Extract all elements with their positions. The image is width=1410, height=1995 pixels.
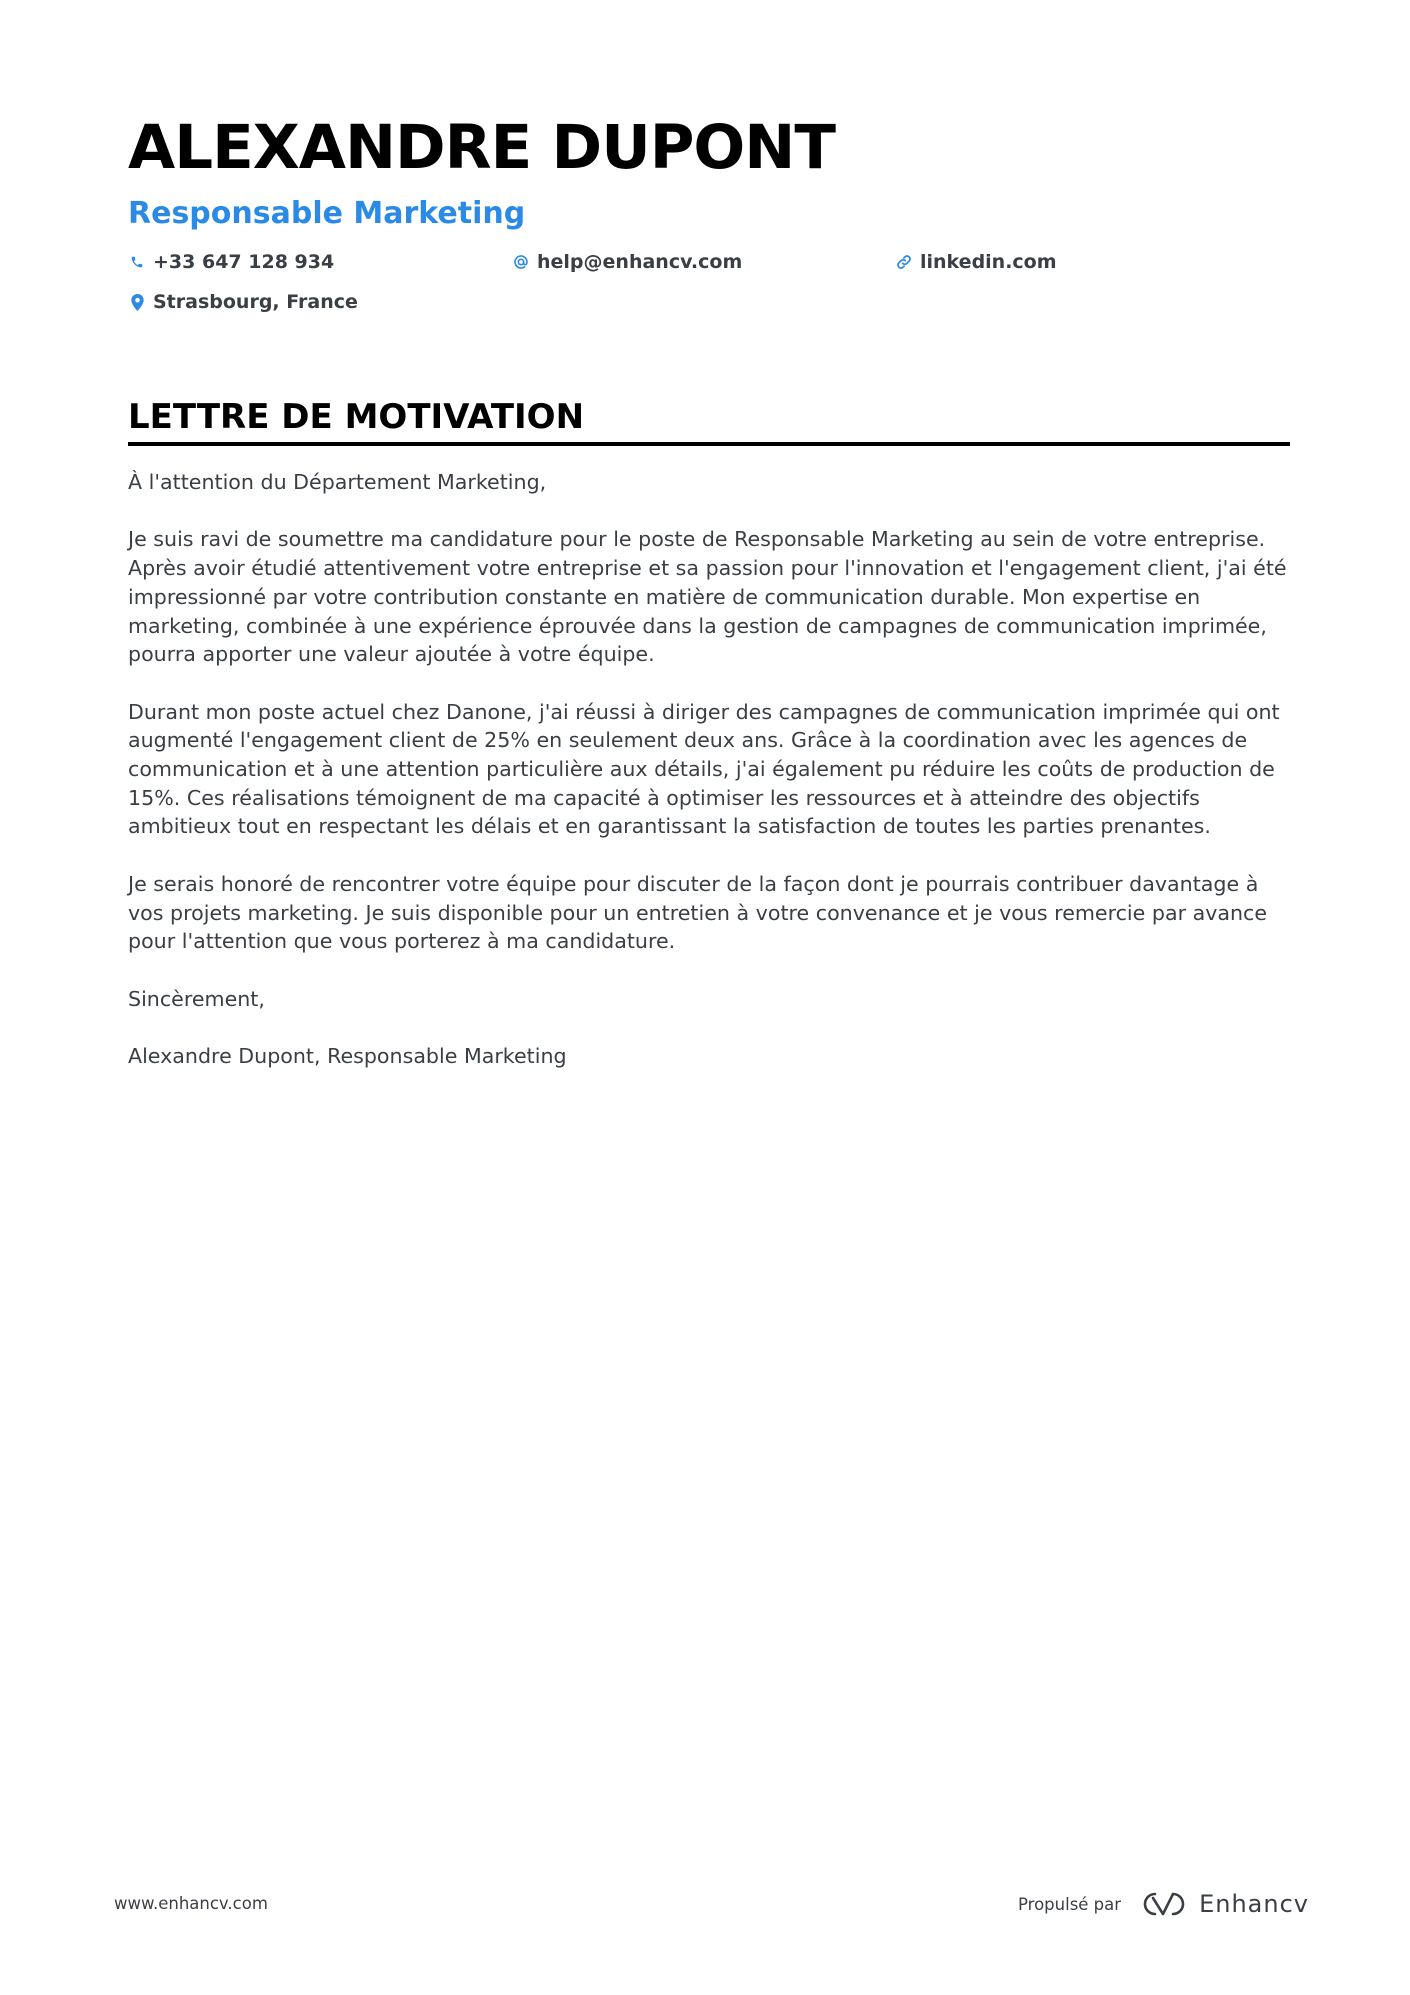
letter-paragraph-3: Je serais honoré de rencontrer votre équipe pour discuter de la façon dont je pourrais contribuer davantage à vos projets marketing. Je suis disponible pour un entretien à votre convenance et je vous remercie par avance pour l'attention que vous porterez à ma candidature.: [128, 871, 1268, 954]
section-title: LETTRE DE MOTIVATION: [128, 396, 1290, 446]
letter-closing: Sincèrement,: [128, 986, 265, 1011]
link-icon: [895, 253, 913, 271]
candidate-name: ALEXANDRE DUPONT: [128, 112, 835, 183]
at-icon: [512, 253, 530, 271]
contact-location: [128, 288, 358, 316]
footer-website[interactable]: www.enhancv.com: [114, 1894, 268, 1913]
letter-body: [128, 468, 1288, 1099]
header: [128, 108, 1288, 328]
brand-name: Enhancv: [1199, 1890, 1309, 1918]
powered-by-label: Propulsé par: [1018, 1894, 1122, 1914]
contact-list: [128, 248, 1288, 328]
contact-email-text: help@enhancv.com: [537, 251, 743, 273]
contact-linkedin[interactable]: [895, 248, 1057, 276]
enhancv-logo-icon: [1141, 1890, 1187, 1918]
contact-linkedin-text: linkedin.com: [920, 251, 1057, 273]
letter-signature: Alexandre Dupont, Responsable Marketing: [128, 1043, 567, 1068]
contact-phone: [128, 248, 334, 276]
candidate-role: Responsable Marketing: [128, 196, 526, 231]
phone-icon: [128, 253, 146, 271]
contact-email[interactable]: [512, 248, 742, 276]
map-pin-icon: [128, 293, 146, 311]
contact-location-text: Strasbourg, France: [153, 291, 358, 313]
footer-branding[interactable]: [1018, 1884, 1309, 1924]
letter-paragraph-2: Durant mon poste actuel chez Danone, j'ai réussi à diriger des campagnes de communication imprimée qui ont augmenté l'engagement client de 25% en seulement deux ans. Grâce à la coordination avec les agences de communication et à une attention particulière aux détails, j'ai également pu réduire les coûts de production de 15%. Ces réalisations témoignent de ma capacité à optimiser les ressources et à atteindre des objectifs ambitieux tout en respectant les délais et en garantissant la satisfaction de toutes les parties prenantes.: [128, 699, 1280, 839]
contact-phone-text: +33 647 128 934: [153, 251, 335, 273]
letter-paragraph-1: Je suis ravi de soumettre ma candidature pour le poste de Responsable Marketing au sein de votre entreprise. Après avoir étudié attentivement votre entreprise et sa passion pour l'innovation et l'engagement client, j'ai été impressionné par votre contribution constante en matière de communication durable. Mon expertise en marketing, combinée à une expérience éprouvée dans la gestion de campagnes de communication imprimée, pourra apporter une valeur ajoutée à votre équipe.: [128, 527, 1287, 667]
letter-salutation: À l'attention du Département Marketing,: [128, 470, 547, 494]
